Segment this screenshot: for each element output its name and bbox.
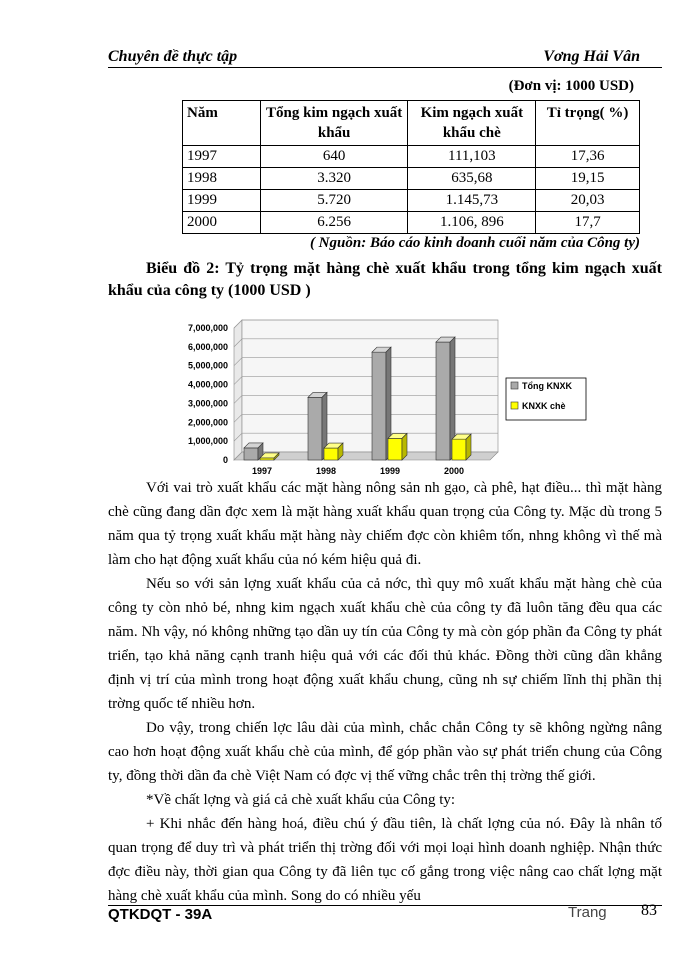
table-cell: 6.256 — [260, 212, 408, 234]
page-header — [108, 48, 662, 68]
legend-label: Tổng KNXK — [522, 381, 572, 391]
table-cell: 1.106, 896 — [408, 212, 536, 234]
table-cell: 20,03 — [536, 190, 640, 212]
bar — [452, 439, 466, 460]
paragraph: + Khi nhắc đến hàng hoá, điều chú ý đầu tiên, là chất lợng của nó. Đây là nhân tố quan trọng để duy trì và phát triển thị trờng đối với mọi loại hình doanh nghiệp. Nhận thức đợc điều này, thời gian qua Công ty đã liên tục cố gắng trong việc nâng cao chất lợng mặt hàng chè xuất khẩu của mình. Song do có nhiều yếu — [108, 816, 662, 904]
bar — [436, 342, 450, 460]
chart-caption: Biểu đồ 2: Tỷ trọng mặt hàng chè xuất khẩu trong tổng kim ngạch xuất khẩu của công ty (1000 USD ) — [108, 260, 662, 299]
bar-side — [466, 434, 471, 460]
table-cell: 1997 — [183, 146, 261, 168]
table-cell: 1.145,73 — [408, 190, 536, 212]
paragraph: *Về chất lợng và giá cả chè xuất khẩu của Công ty: — [146, 792, 456, 808]
legend-label: KNXK chè — [522, 401, 566, 411]
x-tick-label: 1998 — [315, 466, 337, 476]
paragraph: Nếu so với sản lợng xuất khẩu của cả nớc, thì quy mô xuất khẩu mặt hàng chè của công ty còn nhỏ bé, nhng kim ngạch xuất khẩu chè của công ty đã luôn tăng đều qua các năm. Nh vậy, nó không những tạo dần uy tín của Công ty mà còn góp phần đa Công ty phát triển, tạo khả năng cạnh tranh hiệu quả với các đối thủ khác. Đồng thời cũng dần khẳng định vị trí của mình trong hoạt động xuất khẩu chung, cũng nh sự chiếm lĩnh thị phần thị trờng quốc tế nhiều hơn. — [108, 576, 662, 712]
bar — [324, 448, 338, 460]
y-tick-label: 5,000,000 — [187, 360, 228, 371]
footer-left: QTKDQT - 39A — [108, 906, 213, 923]
body-text — [108, 476, 662, 908]
x-tick-label: 1997 — [251, 466, 273, 476]
bar — [244, 448, 258, 460]
y-tick-label: 4,000,000 — [187, 379, 228, 390]
legend-swatch — [511, 382, 518, 389]
export-table — [182, 100, 640, 234]
table-cell: 640 — [260, 146, 408, 168]
table-unit: (Đơn vị: 1000 USD) — [508, 78, 634, 94]
chart-svg — [170, 318, 590, 478]
table-cell: 3.320 — [260, 168, 408, 190]
table-source: ( Nguồn: Báo cáo kinh doanh cuối năm của Công ty) — [309, 235, 640, 251]
y-tick-label: 3,000,000 — [187, 398, 228, 409]
table-row — [183, 146, 640, 168]
col-header-tea: Kim ngạch xuất khẩu chè — [408, 101, 536, 146]
header-left: Chuyên đề thực tập — [108, 48, 238, 65]
footer-trang: Trang — [568, 904, 607, 921]
table-cell: 635,68 — [408, 168, 536, 190]
bar-side — [402, 433, 407, 460]
col-header-total: Tổng kim ngạch xuất khẩu — [260, 101, 408, 146]
col-header-year: Năm — [183, 101, 261, 146]
legend-swatch — [511, 402, 518, 409]
bar — [308, 397, 322, 460]
header-divider — [108, 67, 662, 68]
header-right: Vơng Hải Vân — [543, 48, 640, 65]
table-row — [183, 168, 640, 190]
table-cell: 17,36 — [536, 146, 640, 168]
table-cell: 5.720 — [260, 190, 408, 212]
y-tick-label: 1,000,000 — [187, 436, 228, 447]
page-number: 83 — [641, 902, 657, 919]
col-header-share: Tỉ trọng( %) — [536, 101, 640, 146]
bar-chart — [170, 318, 590, 478]
table-cell: 111,103 — [408, 146, 536, 168]
y-tick-label: 6,000,000 — [187, 341, 228, 352]
table-cell: 17,7 — [536, 212, 640, 234]
table-cell: 2000 — [183, 212, 261, 234]
x-tick-label: 1999 — [379, 466, 401, 476]
paragraph: Với vai trò xuất khẩu các mặt hàng nông sản nh gạo, cà phê, hạt điều... thì mặt hàng chè cũng đang dần đợc xem là mặt hàng xuất khẩu quan trọng của Công ty. Mặc dù trong 5 năm qua tỷ trọng xuất khẩu mặt hàng này chiếm đợc còn khiêm tốn, nhng không vì thế mà làm cho hạt động xuất khẩu của nó kém hiệu quả đi. — [108, 480, 662, 568]
table-header-row — [183, 101, 640, 146]
y-tick-label: 7,000,000 — [187, 323, 228, 333]
y-tick-label: 2,000,000 — [187, 417, 228, 428]
table-row — [183, 190, 640, 212]
chart-side-wall — [234, 320, 242, 460]
bar — [372, 352, 386, 460]
chart-back-wall — [242, 320, 498, 452]
x-tick-label: 2000 — [443, 466, 465, 476]
table-cell: 1998 — [183, 168, 261, 190]
bar — [388, 438, 402, 460]
table-cell: 19,15 — [536, 168, 640, 190]
paragraph: Do vậy, trong chiến lợc lâu dài của mình, chắc chắn Công ty sẽ không ngừng nâng cao hơn hoạt động xuất khẩu chè của mình, để góp phần vào sự phát triển chung của Công ty, đồng thời dần đa chè Việt Nam có đợc vị thế vững chắc trên thị trờng thế giới. — [108, 720, 662, 784]
bar — [260, 458, 274, 460]
y-tick-label: 0 — [222, 455, 228, 465]
table-cell: 1999 — [183, 190, 261, 212]
table-row — [183, 212, 640, 234]
